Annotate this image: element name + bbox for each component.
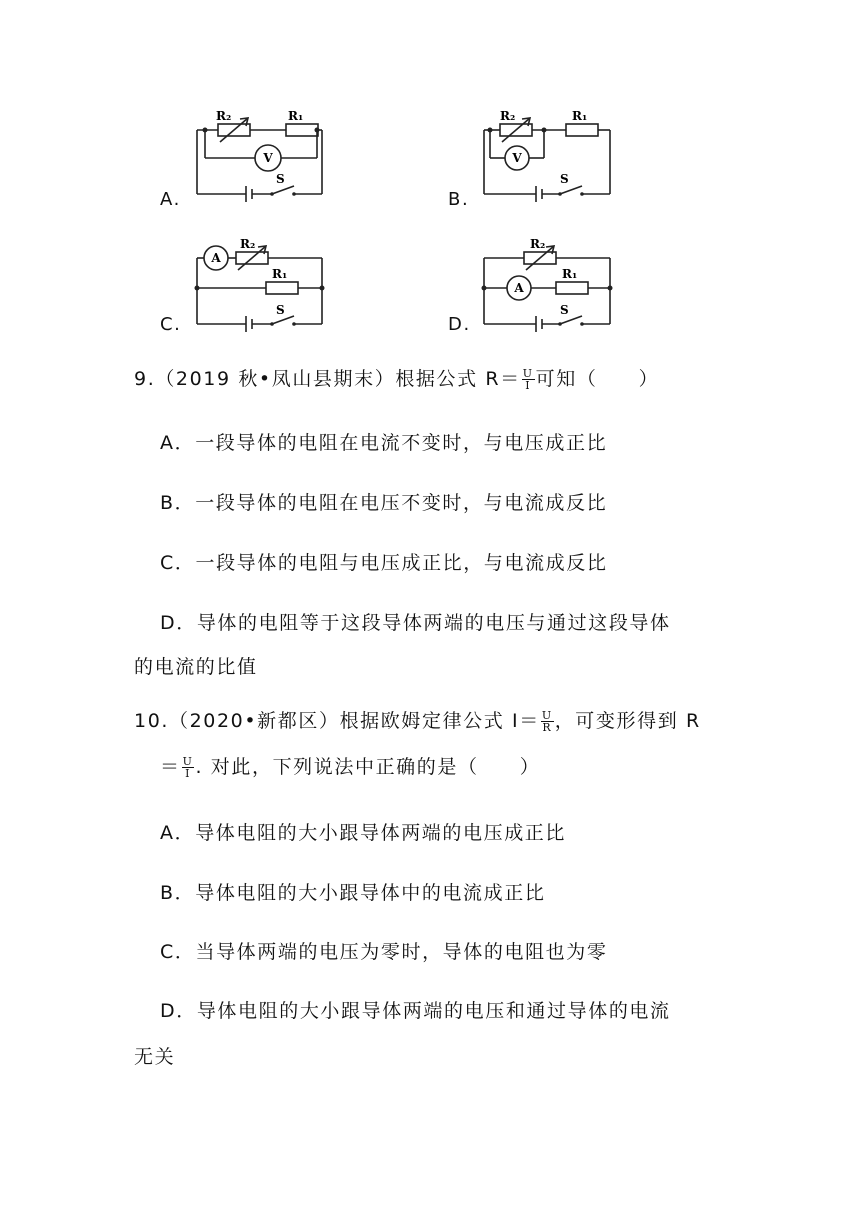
r2-label: R₂	[216, 109, 232, 123]
r1-label: R₁	[572, 109, 588, 123]
voltmeter-label: V	[263, 151, 273, 165]
r1-label: R₁	[562, 267, 578, 281]
switch-symbol	[272, 316, 294, 324]
q9-option-d: D．导体的电阻等于这段导体两端的电压与通过这段导体	[160, 612, 671, 634]
option-a-label: A.	[160, 189, 181, 210]
resistor-r1-symbol	[286, 124, 318, 136]
switch-label: S	[560, 303, 569, 317]
resistor-r1-symbol	[566, 124, 598, 136]
question-9-stem	[134, 364, 659, 391]
q9-option-c: C．一段导体的电阻与电压成正比，与电流成反比	[160, 552, 608, 574]
q9-option-a: A．一段导体的电阻在电流不变时，与电压成正比	[160, 432, 608, 454]
q10-formula-fraction-1: $\frac{U}{R}$	[541, 709, 553, 734]
circuit-diagram-c	[180, 230, 340, 340]
voltmeter-label: V	[512, 151, 522, 165]
circuit-diagram-a	[180, 100, 340, 210]
q10-stem-mid: ，可变形得到 R	[554, 710, 701, 732]
q10-option-d-continued: 无关	[134, 1046, 176, 1068]
ammeter-label: A	[211, 251, 221, 265]
r2-label: R₂	[530, 237, 546, 251]
switch-label: S	[560, 172, 569, 186]
q10-option-c: C．当导体两端的电压为零时，导体的电阻也为零	[160, 941, 608, 963]
resistor-r1-symbol	[556, 282, 588, 294]
r2-label: R₂	[240, 237, 256, 251]
switch-symbol	[272, 186, 294, 194]
r2-label: R₂	[500, 109, 516, 123]
circuit-diagram-b	[474, 100, 634, 210]
circuit-diagram-d	[474, 230, 634, 340]
resistor-r1-symbol	[266, 282, 298, 294]
q9-formula-fraction: $\frac{U}{I}$	[522, 367, 534, 392]
switch-symbol	[560, 316, 582, 324]
option-c-label: C.	[160, 314, 182, 335]
ammeter-label: A	[514, 281, 524, 295]
q9-option-b: B．一段导体的电阻在电压不变时，与电流成反比	[160, 492, 608, 514]
q10-option-d: D．导体电阻的大小跟导体两端的电压和通过导体的电流	[160, 1000, 671, 1022]
r1-label: R₁	[288, 109, 304, 123]
option-b-label: B.	[448, 189, 470, 210]
q9-option-d-continued: 的电流的比值	[134, 656, 258, 678]
question-10-stem-line-2: ＝ $\frac{U}{I}$ . 对此，下列说法中正确的是（ ）	[160, 755, 541, 780]
q9-stem-suffix: 可知（ ）	[535, 368, 660, 390]
r1-label: R₁	[272, 267, 288, 281]
switch-label: S	[276, 172, 285, 186]
q10-option-b: B．导体电阻的大小跟导体中的电流成正比	[160, 882, 546, 904]
option-d-label: D.	[448, 314, 471, 335]
switch-label: S	[276, 303, 285, 317]
q10-option-a: A．导体电阻的大小跟导体两端的电压成正比	[160, 822, 566, 844]
q9-stem-prefix: 9.（2019 秋•凤山县期末）根据公式 R＝	[134, 368, 521, 390]
q10-formula-fraction-2: $\frac{U}{I}$	[182, 755, 194, 780]
question-10-stem	[134, 706, 701, 733]
switch-symbol	[560, 186, 582, 194]
q10-stem-prefix: 10.（2020•新都区）根据欧姆定律公式 I＝	[134, 710, 540, 732]
